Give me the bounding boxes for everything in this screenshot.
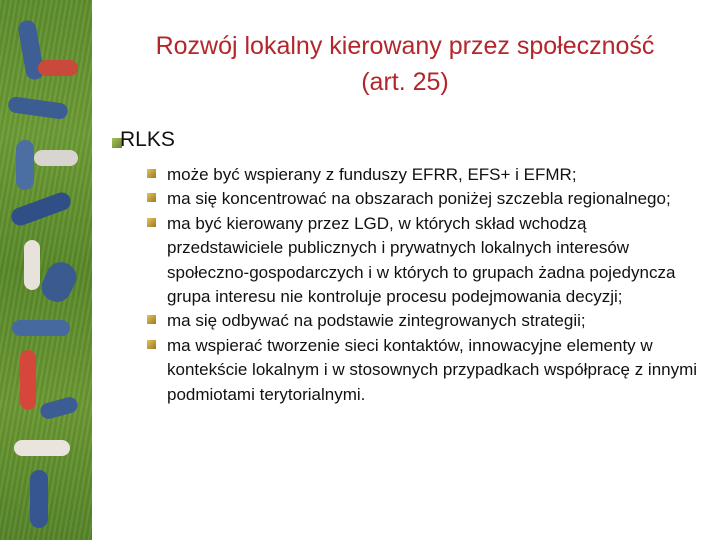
bullet-rlks: RLKS	[120, 128, 175, 151]
slide-title-line-2: (art. 25)	[361, 68, 449, 96]
list-item	[167, 309, 707, 333]
bullet-square-icon	[147, 169, 156, 178]
decorative-grass-image	[0, 0, 92, 540]
sub-bullet-list	[167, 163, 707, 407]
list-item	[167, 334, 707, 407]
list-item-text: ma wspierać tworzenie sieci kontaktów, innowacyjne elementy w kontekście lokalnym i w stosownych przypadkach współpracę z innymi podmiotami terytorialnymi.	[167, 335, 698, 404]
slide-title	[100, 28, 710, 100]
list-item-text: ma się odbywać na podstawie zintegrowanych strategii;	[167, 311, 586, 331]
bullet-square-icon	[147, 315, 156, 324]
bullet-square-icon	[147, 340, 156, 349]
list-item	[167, 187, 707, 211]
bullet-square-icon	[147, 193, 156, 202]
list-item	[167, 163, 707, 187]
list-item	[167, 212, 707, 310]
bullet-square-icon	[147, 218, 156, 227]
list-item-text: ma się koncentrować na obszarach poniżej szczebla regionalnego;	[167, 189, 671, 209]
list-item-text: ma być kierowany przez LGD, w których skład wchodzą przedstawiciele publicznych i prywatnych lokalnych interesów społeczno-gospodarczych i w których to grupach żadna pojedyncza grupa interesu nie kontroluje procesu podejmowania decyzji;	[167, 213, 676, 307]
list-item-text: może być wspierany z funduszy EFRR, EFS+ i EFMR;	[167, 165, 577, 184]
slide-title-line-1: Rozwój lokalny kierowany przez społeczność	[155, 32, 655, 60]
